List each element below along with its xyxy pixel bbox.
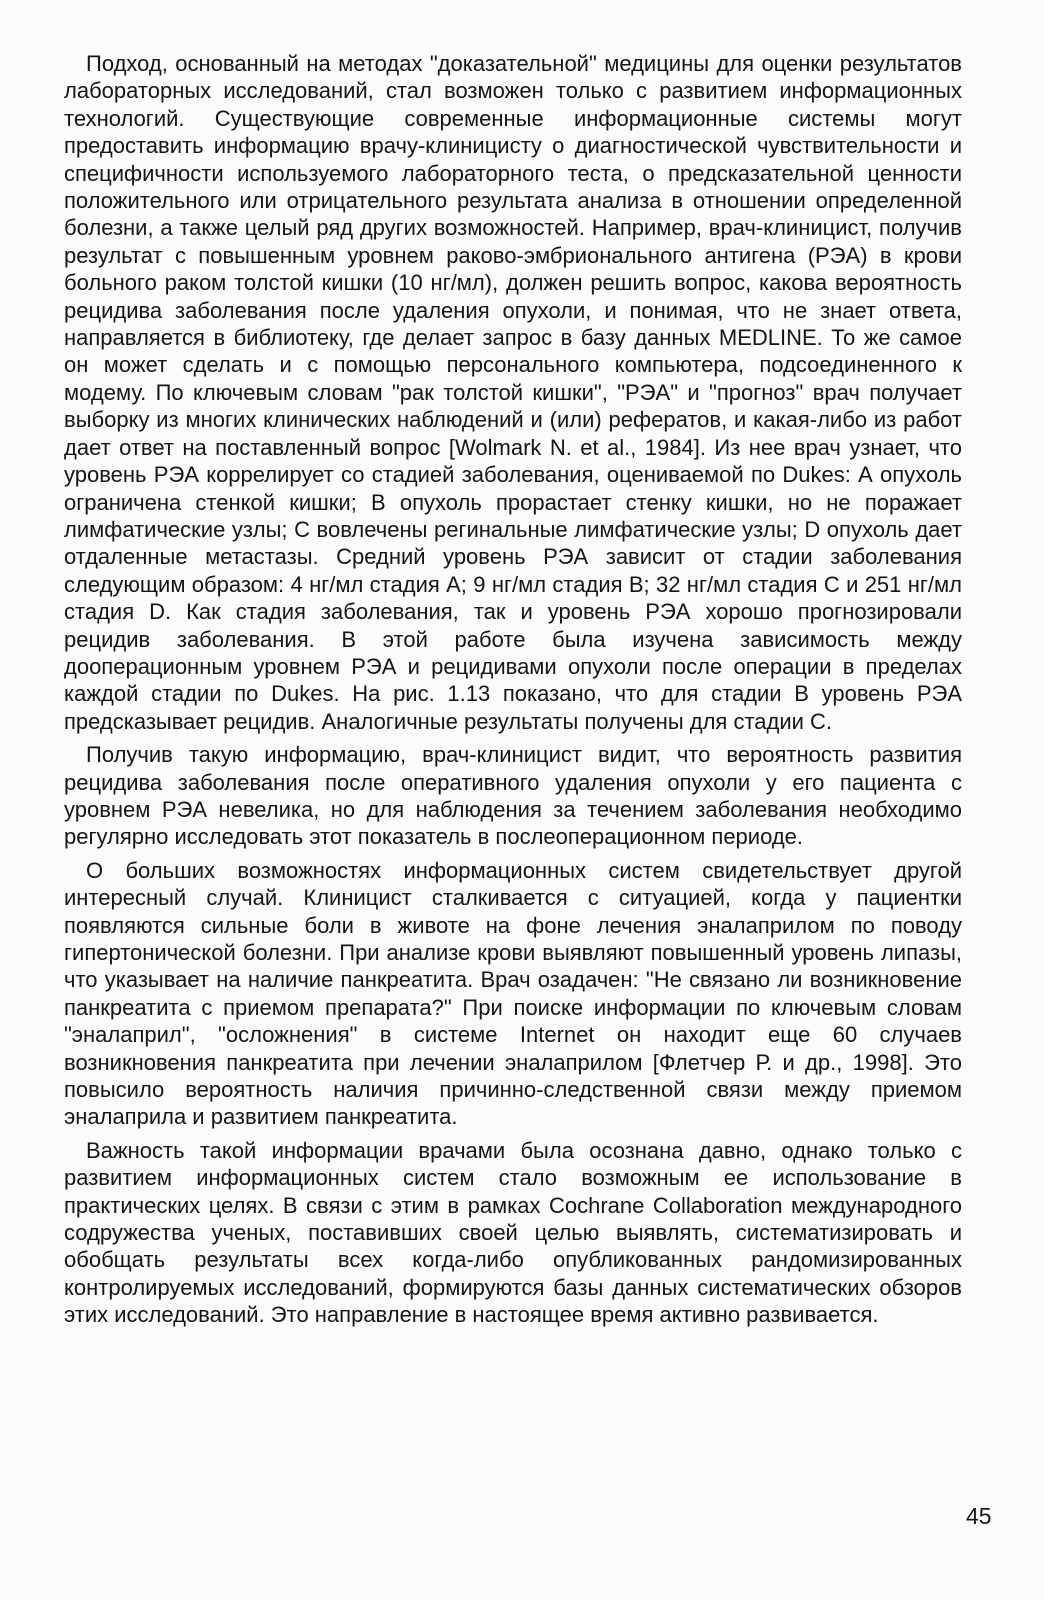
paragraph-1: Подход, основанный на методах "доказательной" медицины для оценки результатов лабораторных исследований, стал возможен только с развитием информационных технологий. Существующие современные информационные системы могут предоставить информацию врачу-клиницисту о диагностической чувствительности и специфичности используемого лабораторного теста, о предсказательной ценности положительного или отрицательного результата анализа в отношении определенной болезни, а также целый ряд других возможностей. Например, врач-клиницист, получив результат с повышенным уровнем раково-эмбрионального антигена (РЭА) в крови больного раком толстой кишки (10 нг/мл), должен решить вопрос, какова вероятность рецидива заболевания после удаления опухоли, и понимая, что не знает ответа, направляется в библиотеку, где делает запрос в базу данных MEDLINE. То же самое он может сделать и с помощью персонального компьютера, подсоединенного к модему. По ключевым словам "рак толстой кишки", "РЭА" и "прогноз" врач получает выборку из многих клинических наблюдений и (или) рефератов, и какая-либо из работ дает ответ на поставленный вопрос [Wolmark N. et al., 1984]. Из нее врач узнает, что уровень РЭА коррелирует со стадией заболевания, оцениваемой по Dukes: А опухоль ограничена стенкой кишки; В опухоль прорастает стенку кишки, но не поражает лимфатические узлы; С вовлечены регинальные лимфатические узлы; D опухоль дает отдаленные метастазы. Средний уровень РЭА зависит от стадии заболевания следующим образом: 4 нг/мл стадия А; 9 нг/мл стадия В; 32 нг/мл стадия С и 251 нг/мл стадия D. Как стадия заболевания, так и уровень РЭА хорошо прогнозировали рецидив заболевания. В этой работе была изучена зависимость между дооперационным уровнем РЭА и рецидивами опухоли после операции в пределах каждой стадии по Dukes. На рис. 1.13 показано, что для стадии В уровень РЭА предсказывает рецидив. Аналогичные результаты получены для стадии С. xyxy=(64,51,962,734)
page-number: 45 xyxy=(966,1503,992,1529)
paragraph-4: Важность такой информации врачами была осознана давно, однако только с развитием информационных систем стало возможным ее использование в практических целях. В связи с этим в рамках Cochrane Collaboration международного содружества ученых, поставивших своей целью выявлять, систематизировать и обобщать результаты всех когда-либо опубликованных рандомизированных контролируемых исследований, формируются базы данных систематических обзоров этих исследований. Это направление в настоящее время активно развивается. xyxy=(64,1137,962,1328)
paragraph-2: Получив такую информацию, врач-клиницист видит, что вероятность развития рецидива заболевания после оперативного удаления опухоли у его пациента с уровнем РЭА невелика, но для наблюдения за течением заболевания необходимо регулярно исследовать этот показатель в послеоперационном периоде. xyxy=(64,742,962,850)
main-text xyxy=(64,50,962,1335)
paragraph-3: О больших возможностях информационных систем свидетельствует другой интересный случай. Клиницист сталкивается с ситуацией, когда у пациентки появляются сильные боли в животе на фоне лечения эналаприлом по поводу гипертонической болезни. При анализе крови выявляют повышенный уровень липазы, что указывает на наличие панкреатита. Врач озадачен: "Не связано ли возникновение панкреатита с приемом препарата?" При поиске информации по ключевым словам "эналаприл", "осложнения" в системе Internet он находит еще 60 случаев возникновения панкреатита при лечении эналаприлом [Флетчер Р. и др., 1998]. Это повысило вероятность наличия причинно-следственной связи между приемом эналаприла и развитием панкреатита. xyxy=(64,857,962,1130)
